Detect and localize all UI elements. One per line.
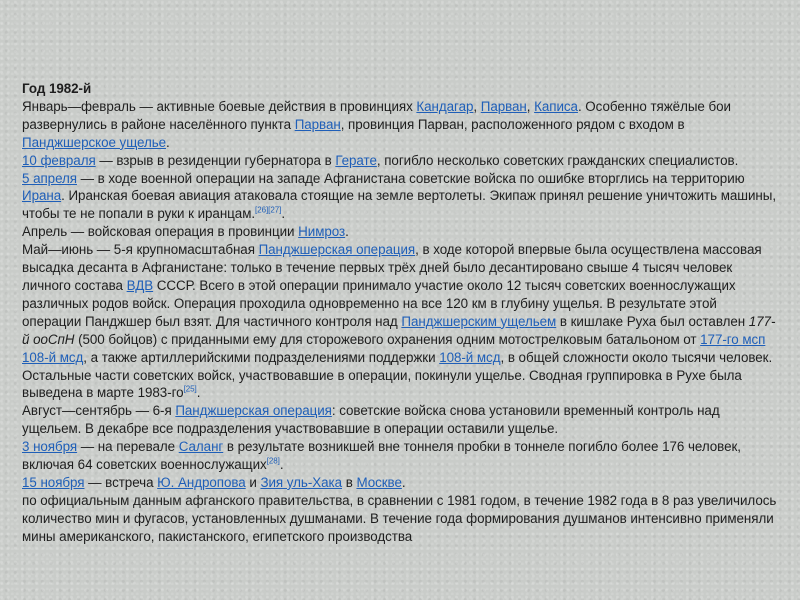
paragraph <box>22 98 778 152</box>
text-run: , <box>526 98 535 114</box>
paragraph <box>22 492 778 546</box>
inline-link[interactable]: 5 апреля <box>22 170 77 186</box>
inline-link[interactable]: 10 февраля <box>22 152 96 168</box>
inline-link[interactable]: Каписа <box>534 98 578 114</box>
inline-link[interactable]: Герате <box>335 152 377 168</box>
text-run: , провинция Парван, расположенного рядом с входом в <box>340 116 685 132</box>
inline-link[interactable]: Москве <box>356 474 402 490</box>
text-run: . <box>196 385 201 401</box>
text-run: и <box>245 474 261 490</box>
inline-link[interactable]: Ирана <box>22 188 62 204</box>
text-run: . Особенно тяжёлые бои развернулись в районе населённого пункта <box>22 98 731 132</box>
text-run: . Иранская боевая авиация атаковала стоящие на земле вертолеты. Экипаж принял решение уничтожить машины, чтобы те не попали в руки к иранцам. <box>22 188 777 222</box>
inline-link[interactable]: 3 ноября <box>22 439 78 455</box>
text-run: в кишлаке Руха был оставлен <box>556 313 749 329</box>
inline-link[interactable]: 177-го мсп <box>700 331 766 347</box>
text-run: . <box>166 134 170 150</box>
inline-link[interactable]: Саланг <box>178 439 224 455</box>
text-run: , <box>473 98 481 114</box>
inline-link[interactable]: Панджшерским ущельем <box>401 313 557 329</box>
inline-link[interactable]: 15 ноября <box>22 474 85 490</box>
paragraph-list <box>22 98 778 546</box>
text-run: — встреча <box>84 474 158 490</box>
text-run: Январь—февраль — активные боевые действия в провинциях <box>22 98 417 114</box>
paragraph <box>22 241 778 402</box>
text-run: Август—сентябрь — 6-я <box>22 403 176 419</box>
text-run: — на перевале <box>77 439 179 455</box>
inline-link[interactable]: ВДВ <box>126 277 154 293</box>
text-run: . <box>281 206 285 222</box>
citation-link[interactable]: [25] <box>183 384 197 394</box>
citation-link[interactable]: [26][27] <box>255 205 282 215</box>
paragraph <box>22 402 778 438</box>
unit-name: 177-й ооСпН <box>22 313 776 347</box>
inline-link[interactable]: Кандагар <box>416 98 474 114</box>
text-run: . <box>279 457 284 473</box>
text-run: по официальным данным афганского правительства, в сравнении с 1981 годом, в течение 1982 года в 8 раз увеличилось количество мин и фугасов, установленных душманами. В течение года формирования душманов интенсивно применяли мины американского, пакистанского, египетского производства <box>22 492 777 544</box>
paragraph <box>22 152 778 170</box>
citation-link[interactable]: [28] <box>266 456 280 466</box>
inline-link[interactable]: Зия уль-Хака <box>260 474 343 490</box>
text-run: Май—июнь — 5-я крупномасштабная <box>22 242 259 258</box>
text-run: , в общей сложности около тысячи человек. Остальные части советских войск, участвовавшие в операции, покинули ущелье. Сводная группировка в Рухе была выведена в марте 1983-го <box>22 349 773 401</box>
text-run: . <box>345 224 349 240</box>
text-run: Апрель — войсковая операция в провинции <box>22 224 299 240</box>
text-run: , погибло несколько советских гражданских специалистов. <box>376 152 739 168</box>
paragraph <box>22 170 778 224</box>
text-run: СССР. Всего в этой операции принимало участие около 12 тысяч советских военнослужащих различных родов войск. Операция проходила одновременно на все 120 км в глубину ущелья. В результате этой операции Панджшер был взят. Для частичного контроля над <box>22 277 736 329</box>
paragraph <box>22 223 778 241</box>
inline-link[interactable]: Панджшерское ущелье <box>22 134 167 150</box>
text-run: — в ходе военной операции на западе Афганистана советские войска по ошибке вторглись на территорию <box>76 170 745 186</box>
text-run: , в ходе которой впервые была осуществлена массовая высадка десанта в Афганистане: только в течение первых трёх дней было десантировано свыше 4 тысяч человек личного состава <box>22 242 762 293</box>
paragraph <box>22 474 778 492</box>
inline-link[interactable]: 108-й мсд <box>22 349 84 365</box>
section-title: Год 1982-й <box>22 81 92 96</box>
inline-link[interactable]: Нимроз <box>298 224 346 240</box>
text-run: , а также артиллерийскими подразделениями поддержки <box>83 349 440 365</box>
inline-link[interactable]: Панджшерская операция <box>175 403 332 419</box>
inline-link[interactable]: Панджшерская операция <box>258 242 416 258</box>
document-body <box>22 80 778 546</box>
text-run: в <box>342 474 357 490</box>
inline-link[interactable]: Парван <box>294 116 341 132</box>
text-run: — взрыв в резиденции губернатора в <box>95 152 336 168</box>
text-run: в результате возникшей вне тоннеля пробки в тоннеле погибло более 176 человек, включая 64 советских военнослужащих <box>22 439 741 473</box>
inline-link[interactable]: Парван <box>480 98 527 114</box>
inline-link[interactable]: Ю. Андропова <box>157 474 246 490</box>
text-run: . <box>401 474 406 490</box>
text-run: (500 бойцов) с приданными ему для сторожевого охранения одним мотострелковым батальоном от <box>74 331 701 347</box>
paragraph <box>22 438 778 474</box>
inline-link[interactable]: 108-й мсд <box>439 349 501 365</box>
text-run: : советские войска снова установили временный контроль над ущельем. В декабре все подразделения участвовавшие в операции оставили ущелье. <box>22 403 720 437</box>
